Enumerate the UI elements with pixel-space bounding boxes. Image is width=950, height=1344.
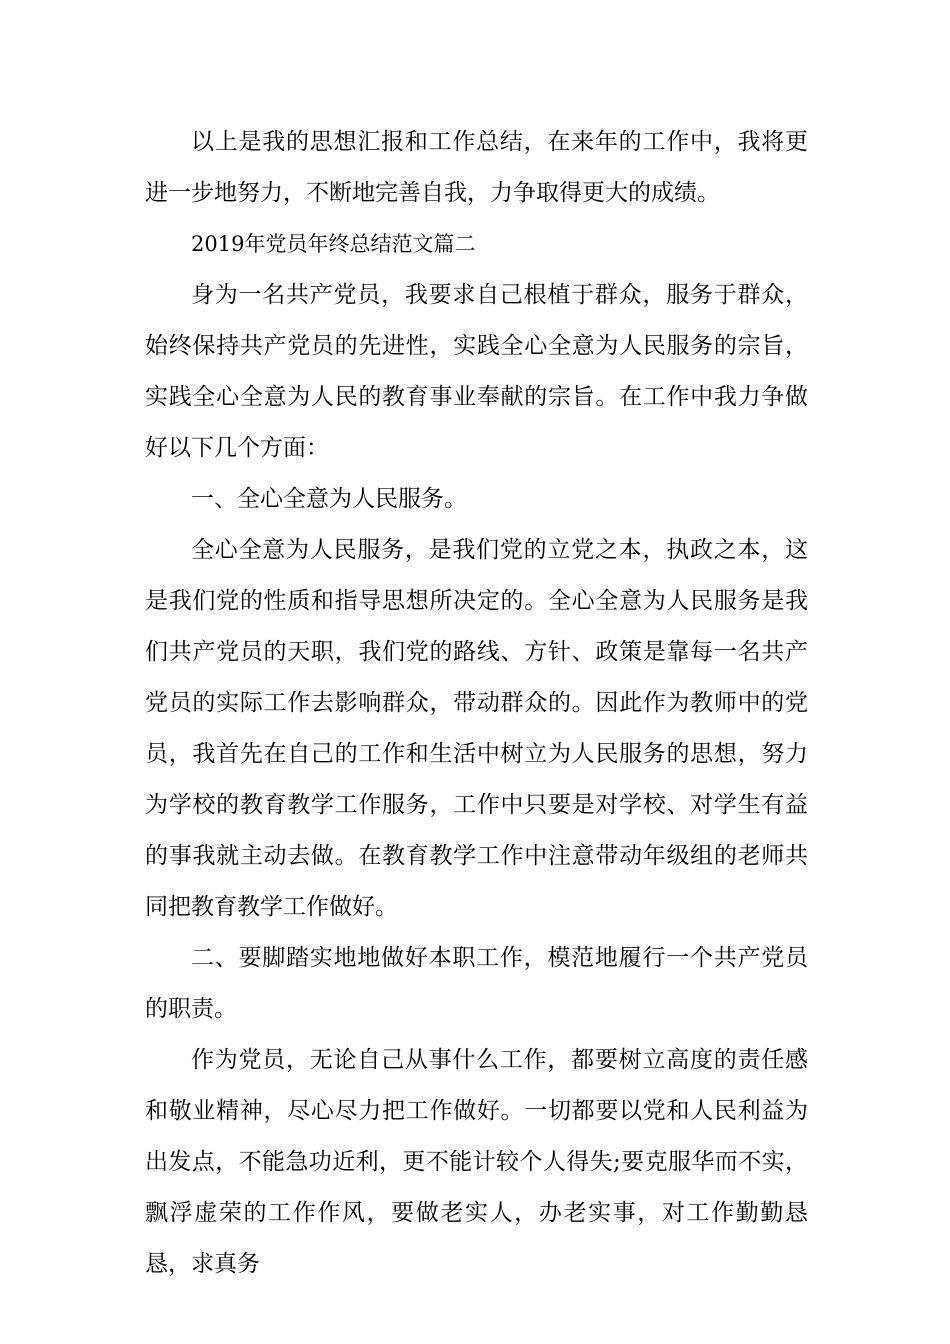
section-title: 2019年党员年终总结范文篇二 [191,232,476,256]
paragraph-closing-summary: 以上是我的思想汇报和工作总结，在来年的工作中，我将更进一步地努力，不断地完善自我，力争取得更大的成绩。 [145,129,808,206]
point-heading-2: 二、要脚踏实地地做好本职工作，模范地履行一个共产党员的职责。 [145,945,808,1022]
paragraph-point-1: 全心全意为人民服务，是我们党的立党之本，执政之本，这是我们党的性质和指导思想所决定的。全心全意为人民服务是我们共产党员的天职，我们党的路线、方针、政策是靠每一名共产党员的实际工作去影响群众，带动群众的。因此作为教师中的党员，我首先在自己的工作和生活中树立为人民服务的思想，努力为学校的教育教学工作服务，工作中只要是对学校、对学生有益的事我就主动去做。在教育教学工作中注意带动年级组的老师共同把教育教学工作做好。 [145,537,808,920]
point-heading-1: 一、全心全意为人民服务。 [191,486,467,512]
paragraph-intro: 身为一名共产党员，我要求自己根植于群众，服务于群众，始终保持共产党员的先进性，实践全心全意为人民服务的宗旨，实践全心全意为人民的教育事业奉献的宗旨。在工作中我力争做好以下几个方面： [145,282,808,461]
paragraph-point-2: 作为党员，无论自己从事什么工作，都要树立高度的责任感和敬业精神，尽心尽力把工作做好。一切都要以党和人民利益为出发点，不能急功近利，更不能计较个人得失;要克服华而不实，飘浮虚荣的工作作风，要做老实人，办老实事，对工作勤勤恳恳，求真务 [145,1047,808,1277]
document-body [145,117,808,1290]
